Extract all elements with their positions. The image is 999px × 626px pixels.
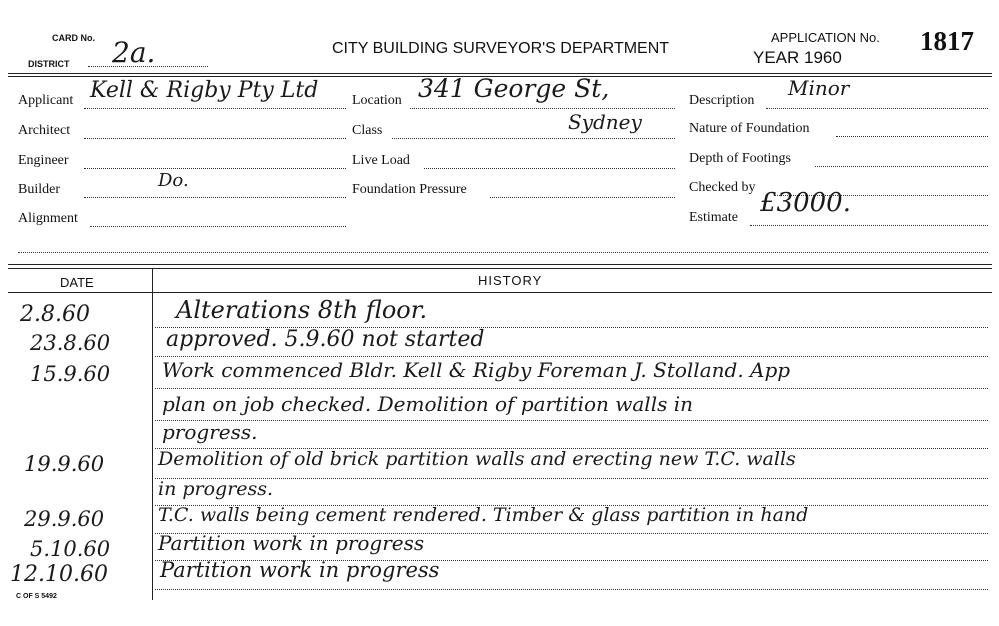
entry-text: progress. [162,420,258,444]
entry-text: Partition work in progress [158,531,425,555]
applicant-value: Kell & Rigby Pty Ltd [90,78,319,103]
entry-text: Demolition of old brick partition walls and erecting new T.C. walls [158,448,796,470]
description-value: Minor [788,76,850,100]
location-label: Location [352,93,402,108]
entry-text: Partition work in progress [160,558,440,582]
entry-text: plan on job checked. Demolition of partition walls in [162,392,693,416]
history-row-line [155,589,988,590]
entry-text: in progress. [158,478,274,500]
entry-text: T.C. walls being cement rendered. Timber & glass partition in hand [158,504,809,526]
class-line [392,138,675,139]
estimate-label: Estimate [689,210,738,225]
history-row-line [155,388,988,389]
entry-date: 12.10.60 [10,562,108,587]
district-label: DISTRICT [28,59,70,69]
history-row-line [155,420,988,421]
entry-text: Alterations 8th floor. [176,296,428,324]
entry-date: 15.9.60 [30,362,111,386]
applicant-label: Applicant [18,93,74,108]
nature-of-foundation-label: Nature of Foundation [689,121,810,136]
builder-line [84,197,346,198]
depth-of-footings-label: Depth of Footings [689,151,791,166]
applicant-line [84,108,346,109]
department-title: CITY BUILDING SURVEYOR'S DEPARTMENT [332,40,670,57]
card-no-label: CARD No. [52,33,95,43]
live-load-label: Live Load [352,153,410,168]
history-header: HISTORY [478,273,543,288]
checked-by-label: Checked by [689,180,756,195]
history-row-line [155,356,988,357]
form-code: C OF S 5492 [16,593,57,600]
alignment-label: Alignment [18,211,78,226]
foundation-pressure-line [490,197,675,198]
entry-date: 5.10.60 [30,537,111,561]
architect-label: Architect [18,123,71,138]
foundation-pressure-label: Foundation Pressure [352,182,467,197]
blank-line [18,252,988,253]
estimate-line [750,225,988,226]
estimate-value: £3000. [760,188,851,218]
entry-text: Work commenced Bldr. Kell & Rigby Foreman J. Stolland. App [162,358,791,382]
history-header-rule [8,292,992,293]
builder-label: Builder [18,182,60,197]
class-label: Class [352,123,383,138]
engineer-label: Engineer [18,153,69,168]
history-row-line [155,478,988,479]
location-line [410,108,675,109]
entry-text: approved. 5.9.60 not started [166,327,485,352]
entry-date: 23.8.60 [30,331,111,355]
live-load-line [424,168,675,169]
entry-date: 19.9.60 [24,452,105,476]
entry-date: 29.9.60 [24,507,105,531]
application-number: 1817 [920,26,974,56]
district-value: 2a. [112,36,156,69]
depth-of-footings-line [815,166,988,167]
year-label: YEAR 1960 [753,48,842,67]
description-line [766,108,988,109]
location-value: 341 George St, [418,74,610,103]
history-top-rule-1 [8,264,992,265]
nature-of-foundation-line [836,136,988,137]
engineer-line [84,168,346,169]
application-no-label: APPLICATION No. [771,30,880,45]
date-header: DATE [60,275,94,290]
history-top-rule-2 [8,268,992,269]
location-value-2: Sydney [568,110,642,134]
entry-date: 2.8.60 [20,302,90,327]
description-label: Description [689,93,755,108]
builder-value: Do. [158,170,189,191]
architect-line [84,138,346,139]
alignment-line [90,226,346,227]
date-column-divider [152,268,153,600]
